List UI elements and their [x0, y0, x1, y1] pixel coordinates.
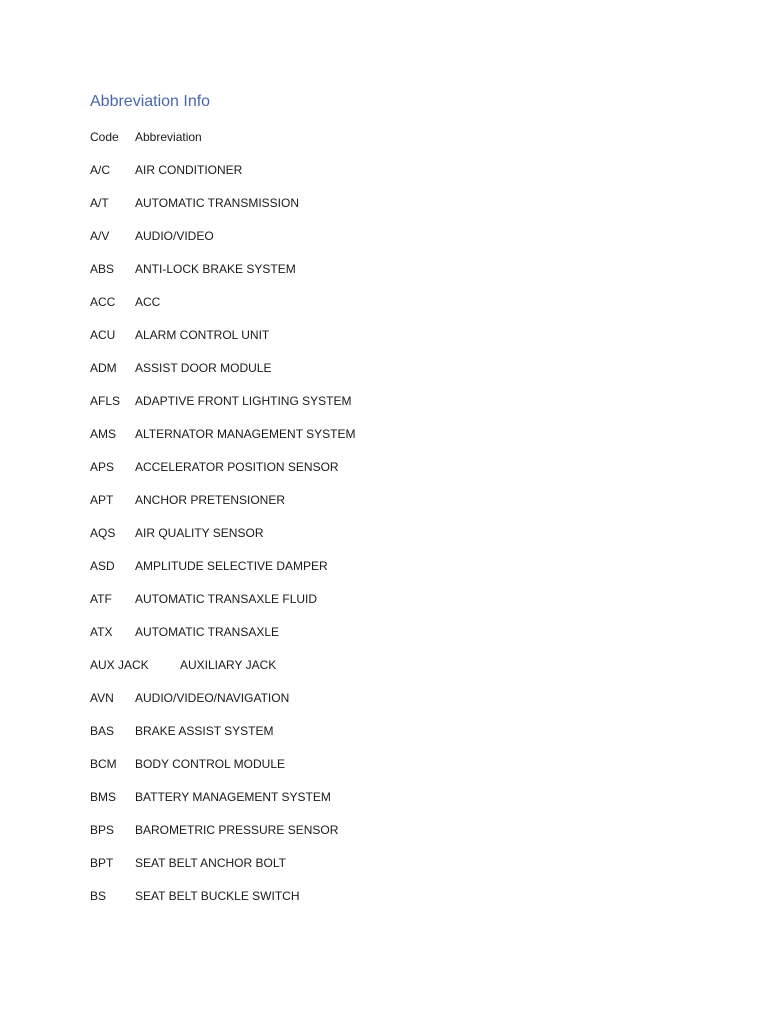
abbreviation-code: BAS — [90, 724, 115, 738]
abbreviation-code: ATX — [90, 625, 113, 639]
abbreviation-meaning: ASSIST DOOR MODULE — [135, 361, 272, 375]
abbreviation-meaning: BATTERY MANAGEMENT SYSTEM — [135, 790, 331, 804]
abbreviation-code: AMS — [90, 427, 117, 441]
abbreviation-code: AQS — [90, 526, 116, 540]
abbreviation-meaning: BRAKE ASSIST SYSTEM — [135, 724, 274, 738]
abbreviation-code: APS — [90, 460, 115, 474]
abbreviation-meaning: AUTOMATIC TRANSAXLE — [135, 625, 280, 639]
abbreviation-meaning: ANTI-LOCK BRAKE SYSTEM — [135, 262, 296, 276]
abbreviation-code: ASD — [90, 559, 115, 573]
abbreviation-meaning: AIR QUALITY SENSOR — [135, 526, 264, 540]
abbreviation-code: ABS — [90, 262, 115, 276]
abbreviation-code: BPS — [90, 823, 115, 837]
abbreviation-meaning: AMPLITUDE SELECTIVE DAMPER — [135, 559, 328, 573]
abbreviation-code: BPT — [90, 856, 114, 870]
abbreviation-meaning: AUDIO/VIDEO — [135, 229, 214, 243]
abbreviation-meaning: SEAT BELT BUCKLE SWITCH — [135, 889, 300, 903]
abbreviation-meaning: BAROMETRIC PRESSURE SENSOR — [135, 823, 339, 837]
abbreviation-meaning: AUDIO/VIDEO/NAVIGATION — [135, 691, 290, 705]
abbreviation-code: BMS — [90, 790, 117, 804]
abbreviation-meaning: ANCHOR PRETENSIONER — [135, 493, 286, 507]
abbreviation-code: AVN — [90, 691, 114, 705]
abbreviation-meaning: ACCELERATOR POSITION SENSOR — [135, 460, 339, 474]
abbreviation-meaning: ALTERNATOR MANAGEMENT SYSTEM — [135, 427, 356, 441]
abbreviation-meaning: SEAT BELT ANCHOR BOLT — [135, 856, 286, 870]
abbreviation-meaning: ADAPTIVE FRONT LIGHTING SYSTEM — [135, 394, 352, 408]
abbreviation-meaning: ACC — [135, 295, 161, 309]
abbreviation-column-header: Abbreviation — [135, 130, 202, 144]
abbreviation-meaning: AUTOMATIC TRANSMISSION — [135, 196, 300, 210]
abbreviation-code: BCM — [90, 757, 117, 771]
code-column-header: Code — [90, 130, 119, 144]
abbreviation-code: A/C — [90, 163, 111, 177]
abbreviation-code: ATF — [90, 592, 112, 606]
abbreviation-code: ADM — [90, 361, 117, 375]
abbreviation-code: ACC — [90, 295, 116, 309]
abbreviation-meaning: ALARM CONTROL UNIT — [135, 328, 270, 342]
abbreviation-meaning: AUTOMATIC TRANSAXLE FLUID — [135, 592, 318, 606]
abbreviation-code: BS — [90, 889, 107, 903]
abbreviation-code: APT — [90, 493, 114, 507]
abbreviation-meaning: AUXILIARY JACK — [180, 658, 277, 672]
abbreviation-code: ACU — [90, 328, 116, 342]
page-title: Abbreviation Info — [90, 93, 211, 110]
abbreviation-meaning: BODY CONTROL MODULE — [135, 757, 286, 771]
abbreviation-code: A/V — [90, 229, 110, 243]
abbreviation-code: A/T — [90, 196, 109, 210]
abbreviation-meaning: AIR CONDITIONER — [135, 163, 243, 177]
abbreviation-code: AUX JACK — [90, 658, 149, 672]
abbreviation-code: AFLS — [90, 394, 121, 408]
